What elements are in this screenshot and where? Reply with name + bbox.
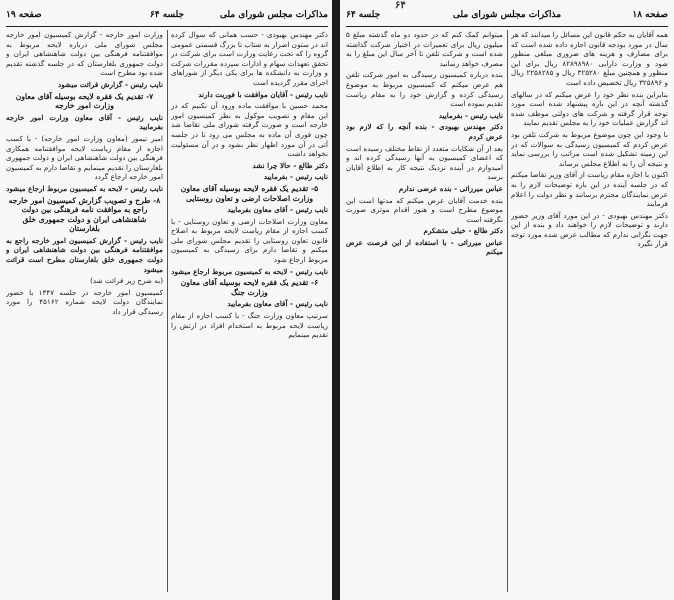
paragraph: اکنون با اجازه مقام ریاست از آقای وزیر تقاضا میکنم که در جلسه آینده در این باره توضیحات لازم را به عرض نمایندگان محترم برسانند و نظر دولت را اعلام فرمایند (511, 170, 668, 209)
paragraph: بنده خدمت آقایان عرض میکنم که مدتها است این موضوع مطرح است و هنوز اقدام موثری صورت نگرفته است (346, 195, 503, 224)
paragraph: دکتر مهندس بهبودی - حسب همانی که سوال کرده اند در ستون اصرار به شتاب تا بزرگ قسمتی عمومی گروه را که تحت رعایت وزارت است برای شرکت در تحقق تعهدات سهام و ادارات سپرده مقررات شرکت و وزارت به دانشکده ها برای یکی دیگر از شوراهای اجرای مقرر گردیده است (171, 30, 328, 87)
paragraph: محمد حسین با موافقت ماده ورود آن نکنیم که در این مقام و تصویب موکول به نظر کمیسیون امور خارجه است و صورت گرفته شورای ملی تقاضا شد چون فوری آن ماده به مجلس می رود تا در جلسه آتی در آن مورد اظهار نظر بشود و در آن مسئولیت نخواهد داشت (171, 101, 328, 159)
section-heading: ۸- طرح و تصویب گزارش کمیسیون امور خارجه راجع به موافقت نامه فرهنگی بین دولت شاهنشاهی ایران و دولت جمهوری خلق بلغارستان (8, 195, 161, 234)
right-page (340, 0, 674, 600)
speaker-line: عباس میرزائی - با استفاده از این فرصت عرض میکنم (346, 237, 503, 257)
paragraph: (به شرح زیر قرائت شد) (90, 276, 163, 286)
right-page-left-column (346, 30, 503, 594)
paragraph: بعد از آن شکایات متعدد از نقاط مختلف رسیده است که اعضای کمیسیون به آنها رسیدگی کرده اند و امیدوارم در آینده نزدیک نتیجه کار به اطلاع آقایان برسد (346, 143, 503, 182)
paragraph: همه آقایان به حکم قانون این مسائل را میدانند که هر سال در مورد بودجه قانون اجازه داده شده است که برای مصارف و هزینه های ضروری مبلغی منظور شود و وزارت دارایی ۸۲۸۹۸۹۸۰ ریال برای این منظور و همچنین مبلغ ۳۲۵۲۸۰ ریال و ۲۲۵۸۲۸۵ ریال و ۳۲۵۸۹۶ ریال تخصیص داده است (511, 30, 668, 87)
left-header-page-number: صفحه ۱۹ (6, 10, 42, 20)
right-page-right-column (511, 30, 668, 594)
speaker-line: نایب رئیس - لایحه به کمیسیون مربوط ارجاع میشود (171, 266, 328, 276)
speaker-line: نایب رئیس - آقای معاون بفرمایید (227, 205, 328, 215)
section-heading: ۶- تقدیم یک فقره لایحه بوسیله آقای معاون وزارت جنگ (180, 278, 319, 297)
paragraph: کمیسیون امور خارجه در جلسه ۱۳۴۷ با حضور نمایندگان دولت لایحه شماره ۴۵۱۶۲ را مورد رسیدگی قرار داد (6, 287, 163, 317)
section-heading: ۵- تقدیم یک فقره لایحه بوسیله آقای معاون وزارت اصلاحات ارضی و تعاون روستایی (180, 183, 319, 203)
left-header-rule (6, 26, 328, 27)
speaker-line: نایب رئیس - آقای معاون بفرمایید (227, 299, 328, 309)
speaker-line: دکتر طالع - حالا چرا نشد (252, 160, 328, 170)
paragraph: بنابراین بنده نظر خود را عرض میکنم که در سالهای گذشته آنچه در این باره پیشنهاد شده است مورد توجه قرار گرفته و شرکت های دولتی موظف شده اند گزارش عملیات خود را به مجلس تقدیم نمایند (511, 89, 668, 128)
right-header-title: مذاکرات مجلس شورای ملی (452, 10, 562, 20)
speaker-line: عباس میرزائی - بنده عرضی ندارم (398, 183, 503, 193)
speaker-line: نایب رئیس - آقای معاون وزارت امور خارجه بفرمایید (6, 112, 163, 132)
left-page-left-column (6, 30, 163, 594)
paragraph: معاون وزارت اصلاحات ارضی و تعاون روستایی - با کسب اجازه از مقام ریاست لایحه مربوط به اصلاح قانون تعاون روستایی را تقدیم مجلس شورای ملی میکنم و تقاضا دارم برای رسیدگی به کمیسیون مربوط ارجاع شود (171, 216, 328, 265)
gutter-handwritten-mark: ۶۴ (395, 0, 406, 11)
paragraph: امیر تیمور (معاون وزارت امور خارجه) - با کسب اجازه از مقام ریاست لایحه موافقتنامه همکاری فرهنگی بین دولت شاهنشاهی ایران و دولت جمهوری بلغارستان را تقدیم مینمایم و تقاضا دارم به کمیسیون امور خارجه ارجاع گردد (6, 133, 163, 182)
paragraph: وزارت امور خارجه - گزارش کمیسیون امور خارجه مجلس شورای ملی درباره لایحه مربوط به موافقتنامه فرهنگی بین دولت شاهنشاهی ایران و دولت جمهوری بلغارستان که در جلسه گذشته تقدیم شده بود مطرح است (6, 30, 163, 78)
speaker-line: نایب رئیس - آقایان موافقت با فوریت دارند (198, 89, 328, 99)
speaker-line: نایب رئیس - گزارش قرائت میشود (58, 79, 163, 89)
speaker-line: دکتر مهندس بهبودی - بنده آنچه را که لازم بود عرض کردم (346, 122, 503, 141)
right-header-page-number: صفحه ۱۸ (632, 10, 668, 20)
right-column-divider (507, 30, 508, 592)
left-header-title: مذاکرات مجلس شورای ملی (219, 10, 328, 20)
left-column-divider (167, 30, 168, 592)
paragraph: بنده درباره کمیسیون رسیدگی به امور شرکت تلفن هم عرض میکنم که کمیسیون مربوط به موضوع رسیدگی کرده و گزارش خود را به مقام ریاست تقدیم نموده است (346, 70, 503, 109)
speaker-line: نایب رئیس - لایحه به کمیسیون مربوط ارجاع میشود (6, 183, 163, 193)
paragraph: سرتیپ معاون وزارت جنگ - با کسب اجازه از مقام ریاست لایحه مربوط به استخدام افراد در ارتش را تقدیم مینمایم (171, 311, 328, 340)
right-header-rule (346, 26, 668, 27)
left-page-right-column (171, 30, 328, 594)
right-header-session: جلسه ۶۴ (346, 10, 381, 20)
paragraph: دکتر مهندس بهبودی - در این مورد آقای وزیر حضور دارند و توضیحات لازم را خواهند داد و بنده از این جهت نگرانی ندارم که مطالب عرض شده مورد توجه قرار نگیرد (511, 210, 668, 249)
speaker-line: نایب رئیس - بفرمایید (263, 172, 328, 182)
speaker-line: نایب رئیس - گزارش کمیسیون امور خارجه راجع به موافقتنامه فرهنگی بین دولت شاهنشاهی ایران و دولت جمهوری خلق بلغارستان مطرح است قرائت میشود (6, 235, 163, 274)
left-header-session: جلسه ۶۴ (149, 10, 185, 20)
left-page-header (6, 10, 328, 24)
paragraph: میتوانم کمک کنم که در حدود دو ماه گذشته مبلغ ۵ میلیون ریال برای تعمیرات در اختیار شرکت گذاشته شده است و شرکت تلفن تا آخر سال این مبلغ را به مصرف خواهد رسانید (346, 30, 503, 68)
speaker-line: نایب رئیس - بفرمایید (438, 110, 503, 120)
section-heading: ۷- تقدیم یک فقره لایحه بوسیله آقای معاون وزارت امور خارجه (15, 91, 154, 111)
speaker-line: دکتر طالع - خیلی متشکرم (423, 226, 503, 236)
left-page (0, 0, 334, 600)
right-page-header (346, 10, 668, 24)
paragraph: با وجود این چون موضوع مربوط به شرکت تلفن بود عرض کردم که کمیسیون رسیدگی به سوالات که در این زمینه تشکیل شده است مراتب را بررسی نماید و نتیجه آن را به اطلاع مجلس برساند (511, 129, 668, 168)
